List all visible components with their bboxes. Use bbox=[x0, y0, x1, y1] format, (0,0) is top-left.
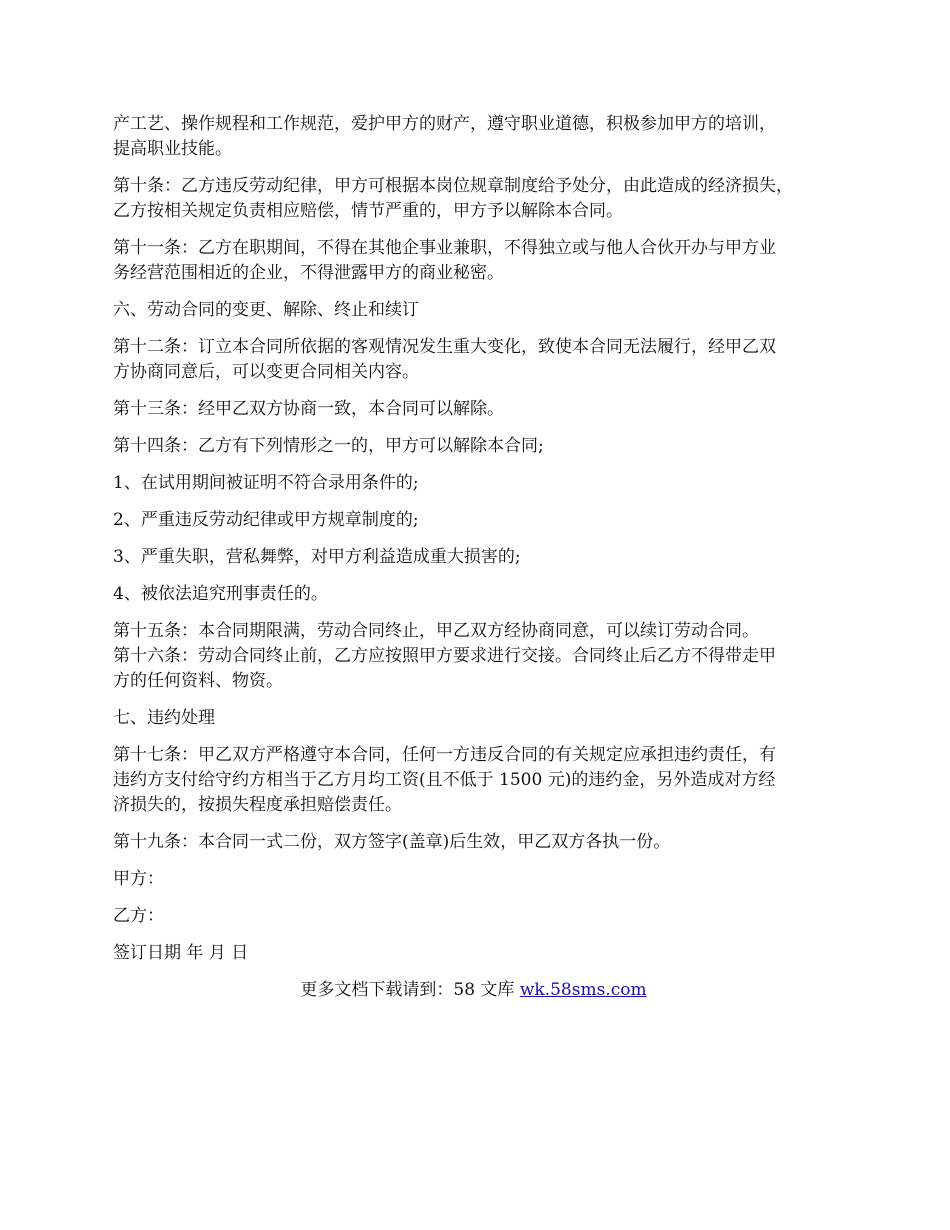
text-line: 第十五条：本合同期限满，劳动合同终止，甲乙双方经协商同意，可以续订劳动合同。 bbox=[113, 621, 759, 641]
text-line: 第十七条：甲乙双方严格遵守本合同，任何一方违反合同的有关规定应承担违约责任，有 bbox=[113, 745, 776, 765]
text-line: 第十一条：乙方在职期间，不得在其他企事业兼职，不得独立或与他人合伙开办与甲方业 bbox=[113, 238, 776, 258]
text-line: 第十六条：劳动合同终止前，乙方应按照甲方要求进行交接。合同终止后乙方不得带走甲 bbox=[113, 646, 776, 666]
paragraph bbox=[113, 112, 840, 162]
text-line: 2、严重违反劳动纪律或甲方规章制度的; bbox=[113, 510, 419, 530]
text-line: 六、劳动合同的变更、解除、终止和续订 bbox=[113, 300, 419, 320]
text-line: 第十三条：经甲乙双方协商一致，本合同可以解除。 bbox=[113, 399, 504, 419]
paragraph bbox=[113, 298, 840, 323]
paragraph bbox=[113, 830, 840, 855]
footer-text: 更多文档下载请到：58 文库 bbox=[300, 980, 520, 1000]
text-line: 提高职业技能。 bbox=[113, 139, 232, 159]
paragraph bbox=[113, 545, 840, 570]
paragraph bbox=[113, 706, 840, 731]
paragraph bbox=[113, 582, 840, 607]
paragraph bbox=[113, 867, 840, 892]
paragraph bbox=[113, 904, 840, 929]
paragraph bbox=[113, 236, 840, 286]
footer-download-note bbox=[113, 978, 840, 1003]
paragraph bbox=[113, 397, 840, 422]
text-line: 七、违约处理 bbox=[113, 708, 215, 728]
text-line: 第十条：乙方违反劳动纪律，甲方可根据本岗位规章制度给予处分，由此造成的经济损失， bbox=[113, 176, 793, 196]
text-line: 第十四条：乙方有下列情形之一的，甲方可以解除本合同; bbox=[113, 436, 544, 456]
text-line: 务经营范围相近的企业，不得泄露甲方的商业秘密。 bbox=[113, 263, 504, 283]
text-line: 方的任何资料、物资。 bbox=[113, 671, 283, 691]
text-line: 第十二条：订立本合同所依据的客观情况发生重大变化，致使本合同无法履行，经甲乙双 bbox=[113, 337, 776, 357]
paragraph bbox=[113, 619, 840, 694]
contract-body bbox=[113, 112, 840, 966]
paragraph bbox=[113, 941, 840, 966]
paragraph bbox=[113, 174, 840, 224]
text-line: 产工艺、操作规程和工作规范，爱护甲方的财产，遵守职业道德，积极参加甲方的培训， bbox=[113, 114, 776, 134]
text-line: 3、严重失职，营私舞弊，对甲方利益造成重大损害的; bbox=[113, 547, 521, 567]
paragraph bbox=[113, 743, 840, 818]
text-line: 乙方： bbox=[113, 906, 164, 926]
paragraph bbox=[113, 335, 840, 385]
footer-link[interactable]: wk.58sms.com bbox=[519, 980, 647, 1000]
text-line: 违约方支付给守约方相当于乙方月均工资(且不低于 1500 元)的违约金，另外造成对方经 bbox=[113, 770, 776, 790]
text-line: 第十九条：本合同一式二份，双方签字(盖章)后生效，甲乙双方各执一份。 bbox=[113, 832, 671, 852]
paragraph bbox=[113, 434, 840, 459]
text-line: 4、被依法追究刑事责任的。 bbox=[113, 584, 328, 604]
text-line: 方协商同意后，可以变更合同相关内容。 bbox=[113, 362, 419, 382]
text-line: 乙方按相关规定负责相应赔偿，情节严重的，甲方予以解除本合同。 bbox=[113, 201, 623, 221]
paragraph bbox=[113, 471, 840, 496]
paragraph bbox=[113, 508, 840, 533]
text-line: 1、在试用期间被证明不符合录用条件的; bbox=[113, 473, 419, 493]
text-line: 甲方： bbox=[113, 869, 164, 889]
text-line: 签订日期 年 月 日 bbox=[113, 943, 249, 963]
text-line: 济损失的，按损失程度承担赔偿责任。 bbox=[113, 795, 402, 815]
